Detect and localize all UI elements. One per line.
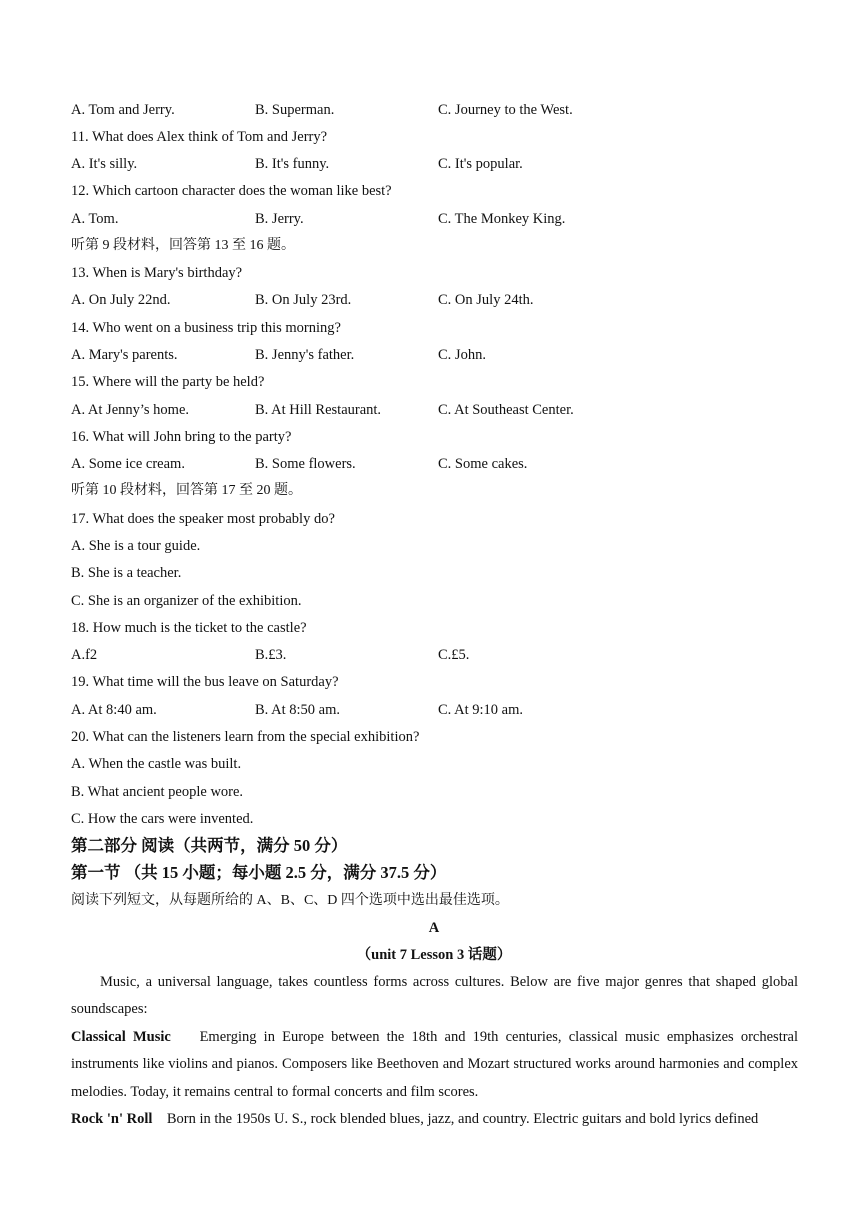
option-b: B.£3.	[255, 647, 287, 663]
question-18: 18. How much is the ticket to the castle?	[71, 620, 307, 636]
question-13: 13. When is Mary's birthday?	[71, 265, 243, 281]
option-c: C. Some cakes.	[438, 456, 528, 472]
question-20: 20. What can the listeners learn from the special exhibition?	[71, 729, 420, 745]
option-c: C. Journey to the West.	[438, 102, 573, 118]
question-16: 16. What will John bring to the party?	[71, 429, 292, 445]
option-a: A. It's silly.	[71, 156, 138, 172]
option-a: A.f2	[71, 647, 98, 663]
genre-text: Emerging in Europe between the 18th and 19th centuries, classical music emphasizes orchestral instruments like violins and pianos. Composers like Beethoven and Mozart structured works around harmonies and complex melodies. Today, it remains central to formal concerts and film scores.	[71, 1029, 799, 1100]
q17-option-c: C. She is an organizer of the exhibition.	[71, 593, 302, 609]
question-19: 19. What time will the bus leave on Saturday?	[71, 674, 339, 690]
option-b: B. It's funny.	[255, 156, 330, 172]
option-c: C. It's popular.	[438, 156, 523, 172]
option-a: A. On July 22nd.	[71, 292, 171, 308]
option-c: C.£5.	[438, 647, 470, 663]
question-12: 12. Which cartoon character does the woman like best?	[71, 183, 392, 199]
section-9-instruction: 听第 9 段材料，回答第 13 至 16 题。	[71, 238, 295, 253]
q17-option-a: A. She is a tour guide.	[71, 538, 201, 554]
option-b: B. On July 23rd.	[255, 292, 352, 308]
option-b: B. Some flowers.	[255, 456, 356, 472]
genre-name: Rock 'n' Roll	[71, 1111, 153, 1127]
q20-option-a: A. When the castle was built.	[71, 756, 242, 772]
passage-topic: （unit 7 Lesson 3 话题）	[356, 947, 512, 963]
option-b: B. Jenny's father.	[255, 347, 355, 363]
section-1-heading: 第一节 （共 15 小题；每小题 2.5 分，满分 37.5 分）	[71, 863, 447, 882]
passage-letter: A	[428, 920, 440, 936]
option-c: C. At 9:10 am.	[438, 702, 523, 718]
question-15: 15. Where will the party be held?	[71, 374, 265, 390]
option-a: A. Tom.	[71, 211, 119, 227]
reading-instruction: 阅读下列短文，从每题所给的 A、B、C、D 四个选项中选出最佳选项。	[71, 893, 509, 908]
genre-text: Born in the 1950s U. S., rock blended blues, jazz, and country. Electric guitars and bold lyrics defined	[166, 1111, 759, 1127]
option-c: C. At Southeast Center.	[438, 402, 574, 418]
option-a: A. Mary's parents.	[71, 347, 178, 363]
option-a: A. At 8:40 am.	[71, 702, 157, 718]
section-10-instruction: 听第 10 段材料，回答第 17 至 20 题。	[71, 483, 302, 498]
option-c: C. The Monkey King.	[438, 211, 566, 227]
option-b: B. At Hill Restaurant.	[255, 402, 382, 418]
q20-option-c: C. How the cars were invented.	[71, 811, 254, 827]
option-c: C. On July 24th.	[438, 292, 534, 308]
option-b: B. At 8:50 am.	[255, 702, 340, 718]
option-b: B. Superman.	[255, 102, 335, 118]
passage-intro: Music, a universal language, takes countless forms across cultures. Below are five major genres that shaped global soundscapes:	[71, 974, 798, 1018]
option-c: C. John.	[438, 347, 486, 363]
option-b: B. Jerry.	[255, 211, 304, 227]
question-17: 17. What does the speaker most probably do?	[71, 511, 335, 527]
genre-classical	[71, 1024, 798, 1106]
question-14: 14. Who went on a business trip this morning?	[71, 320, 341, 336]
option-a: A. Some ice cream.	[71, 456, 185, 472]
genre-name: Classical Music	[71, 1029, 171, 1045]
question-11: 11. What does Alex think of Tom and Jerry?	[71, 129, 328, 145]
part-2-heading: 第二部分 阅读（共两节，满分 50 分）	[71, 836, 348, 855]
option-a: A. Tom and Jerry.	[71, 102, 175, 118]
genre-rock	[71, 1106, 798, 1134]
q17-option-b: B. She is a teacher.	[71, 565, 182, 581]
option-a: A. At Jenny’s home.	[71, 402, 190, 418]
q20-option-b: B. What ancient people wore.	[71, 784, 244, 800]
